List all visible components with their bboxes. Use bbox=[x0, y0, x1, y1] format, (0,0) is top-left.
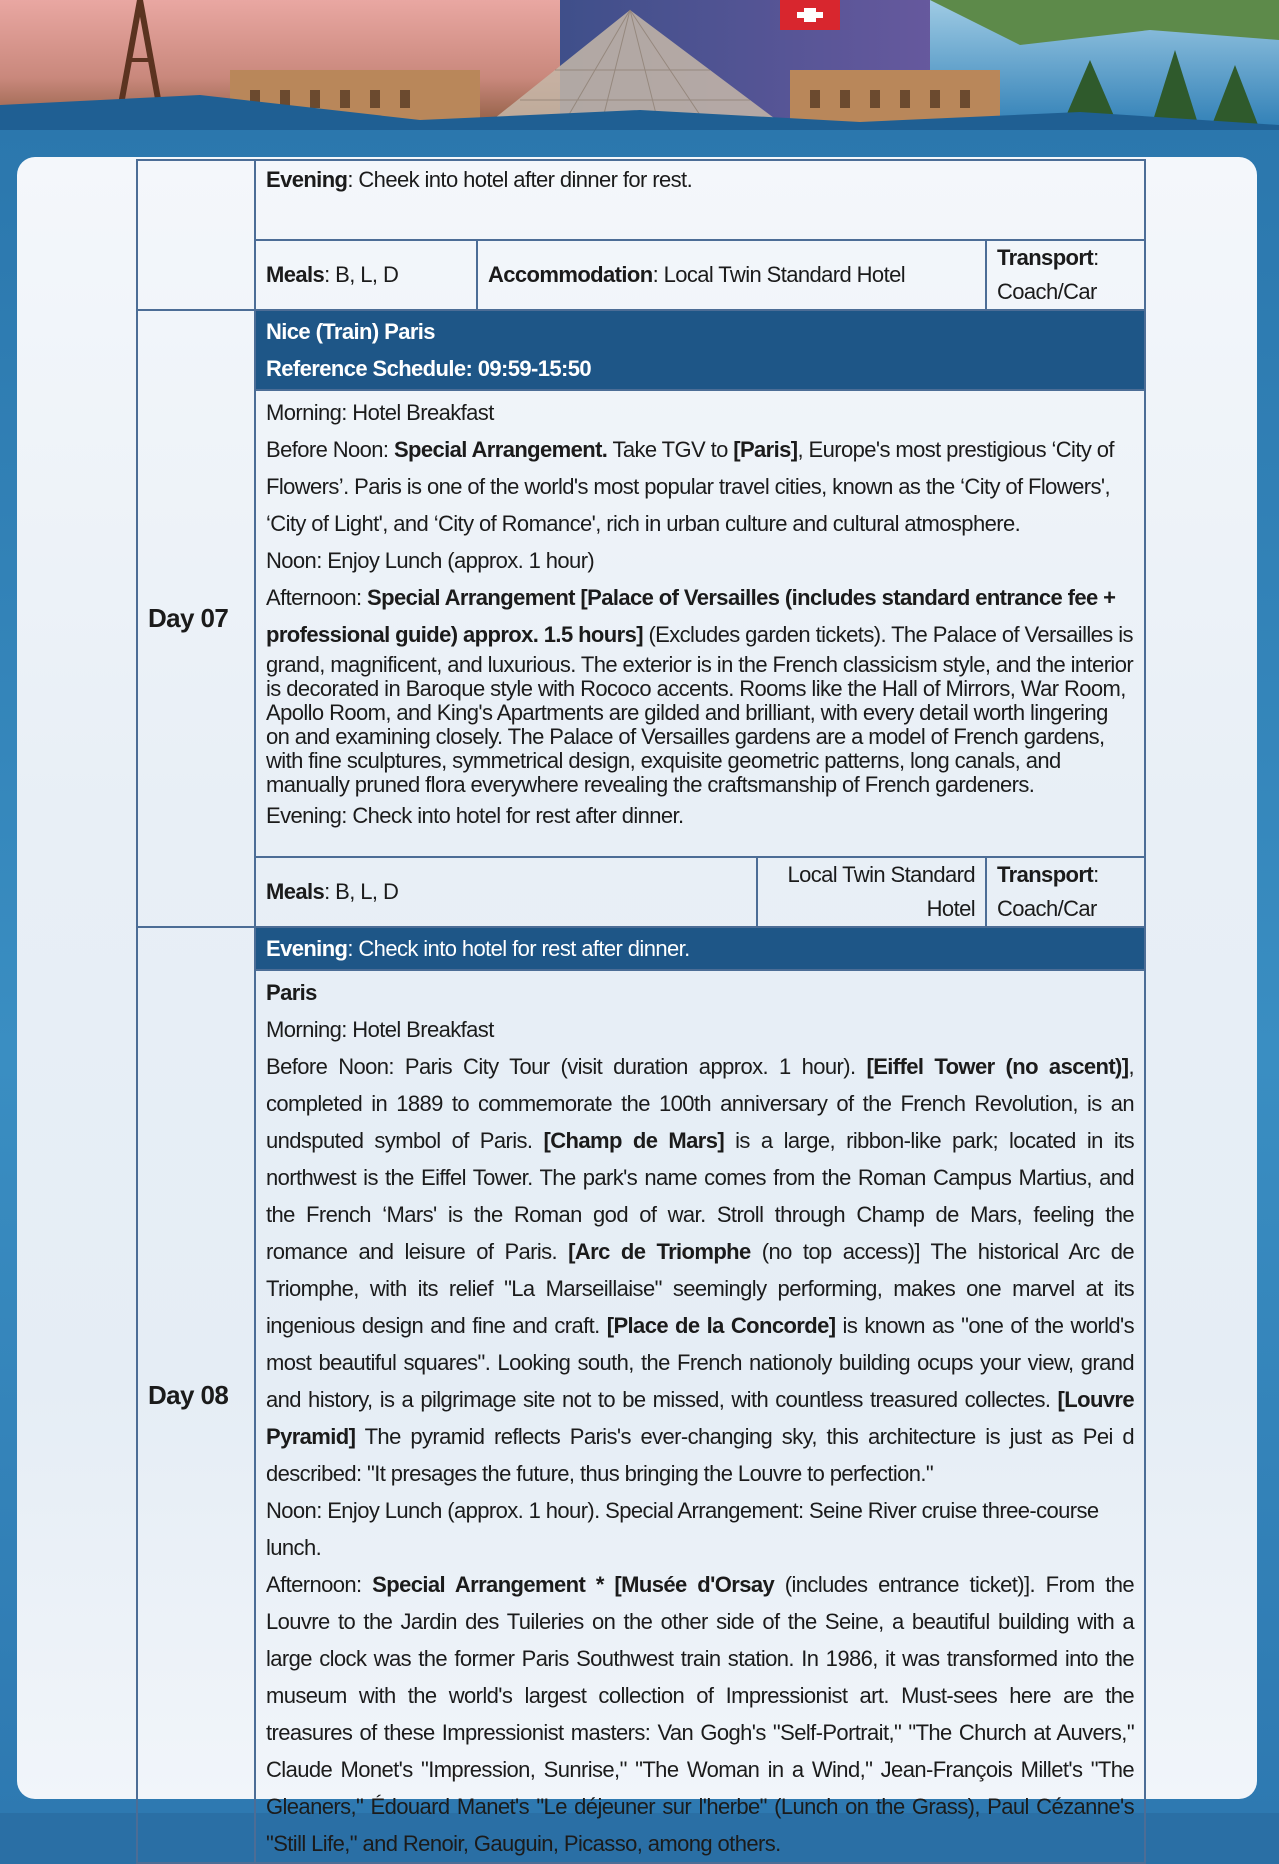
day08-afternoon: Afternoon: Special Arrangement * [Musée d'Orsay (includes entrance ticket)]. From the Louvre to the Jardin des Tuileries on the other side of the Seine, a beautiful building with a large clock was the former Paris Southwest train station. In 1986, it was transformed into the museum with the world's largest collection of Impressionist art. Must-sees here are the treasures of these Impressionist masters: Van Gogh's "Self-Portrait," "The Church at Auvers," Claude Monet's "Impression, Sunrise," "The Woman in a Wind," Jean-François Millet's "The Gleaners," Édouard Manet's "Le déjeuner sur l'herbe" (Lunch on the Grass), Paul Cézanne's "Still Life," and Renoir, Gauguin, Picasso, among others. bbox=[266, 1572, 1135, 1856]
day06-meals-row bbox=[137, 240, 1145, 310]
itinerary-table bbox=[136, 159, 1146, 1864]
day06-accommodation-cell: Accommodation: Local Twin Standard Hotel bbox=[477, 240, 986, 310]
day08-morning: Morning: Hotel Breakfast bbox=[266, 1017, 494, 1042]
day08-header-row bbox=[137, 927, 1145, 970]
day06-label-cell bbox=[137, 160, 255, 310]
day07-header-row bbox=[137, 310, 1145, 390]
day06-evening-cell bbox=[255, 160, 1145, 240]
day08-body-row bbox=[137, 970, 1145, 1863]
day07-evening: Evening: Check into hotel for rest after dinner. bbox=[266, 803, 684, 828]
day08-before-noon: Before Noon: Paris City Tour (visit duration approx. 1 hour). [Eiffel Tower (no ascent)], completed in 1889 to commemorate the 100th anniversary of the French Revolution, is an undsputed symbol of Paris. [Champ de Mars] is a large, ribbon-like park; located in its northwest is the Eiffel Tower. The park's name comes from the Roman Campus Martius, and the French ‘Mars' is the Roman god of war. Stroll through Champ de Mars, feeling the romance and leisure of Paris. [Arc de Triomphe (no top access)] The historical Arc de Triomphe, with its relief "La Marseillaise" seemingly performing, makes one marvel at its ingenious design and fine and craft. [Place de la Concorde] is known as "one of the world's most beautiful squares". Looking south, the French nationoly building ocups your view, grand and history, is a pilgrimage site not to be missed, with countless treasured collectes. [Louvre Pyramid] The pyramid reflects Paris's ever-changing sky, this architecture is just as Pei d described: "It presages the future, thus bringing the Louvre to perfection." bbox=[266, 1054, 1135, 1486]
day08-header-text: Evening: Check into hotel for rest after dinner. bbox=[266, 936, 690, 961]
day07-route: Nice (Train) Paris bbox=[266, 319, 435, 344]
day07-body-row bbox=[137, 390, 1145, 857]
day06-evening: Evening: Cheek into hotel after dinner for rest. bbox=[266, 167, 693, 192]
day07-afternoon: Afternoon: Special Arrangement [Palace of Versailles (includes standard entrance fee + professional guide) approx. 1.5 hours] (Excludes garden tickets). The Palace of Versailles is bbox=[266, 585, 1133, 647]
day07-noon: Noon: Enjoy Lunch (approx. 1 hour) bbox=[266, 548, 595, 573]
day08-header bbox=[255, 927, 1145, 970]
day07-label: Day 07 bbox=[137, 310, 255, 927]
day07-schedule: Reference Schedule: 09:59-15:50 bbox=[266, 356, 592, 381]
day07-afternoon-detail: grand, magnificent, and luxurious. The exterior is in the French classicism style, and the interior is decorated in Baroque style with Rococo accents. Rooms like the Hall of Mirrors, War Room, Apollo Room, and King's Apartments are gilded and brilliant, with every detail worth lingering on and examining closely. The Palace of Versailles gardens are a model of French gardens, with fine sculptures, symmetrical design, exquisite geometric patterns, long canals, and manually pruned flora everywhere revealing the craftsmanship of French gardeners. bbox=[266, 652, 1134, 797]
day07-header bbox=[255, 310, 1145, 390]
day07-body bbox=[255, 390, 1145, 857]
day06-transport-cell: Transport: Coach/Car bbox=[986, 240, 1145, 310]
day08-label: Day 08 bbox=[137, 927, 255, 1863]
day08-body bbox=[255, 970, 1145, 1863]
banner-photo-collage bbox=[0, 0, 1279, 130]
day06-meals-cell: Meals: B, L, D bbox=[255, 240, 477, 310]
day08-noon: Noon: Enjoy Lunch (approx. 1 hour). Special Arrangement: Seine River cruise three-course lunch. bbox=[266, 1498, 1099, 1560]
day07-accommodation-cell: Local Twin Standard Hotel bbox=[757, 857, 986, 927]
day08-city: Paris bbox=[266, 980, 317, 1005]
day06-evening-row bbox=[137, 160, 1145, 240]
day07-morning: Morning: Hotel Breakfast bbox=[266, 400, 494, 425]
day07-meals-cell: Meals: B, L, D bbox=[255, 857, 757, 927]
day07-meals-row bbox=[137, 857, 1145, 927]
day07-before-noon: Before Noon: Special Arrangement. Take TGV to [Paris], Europe's most prestigious ‘City of Flowers’. Paris is one of the world's most popular travel cities, known as the ‘City of Flowers', ‘City of Light', and ‘City of Romance', rich in urban culture and cultural atmosphere. bbox=[266, 437, 1114, 536]
day07-transport-cell: Transport: Coach/Car bbox=[986, 857, 1145, 927]
